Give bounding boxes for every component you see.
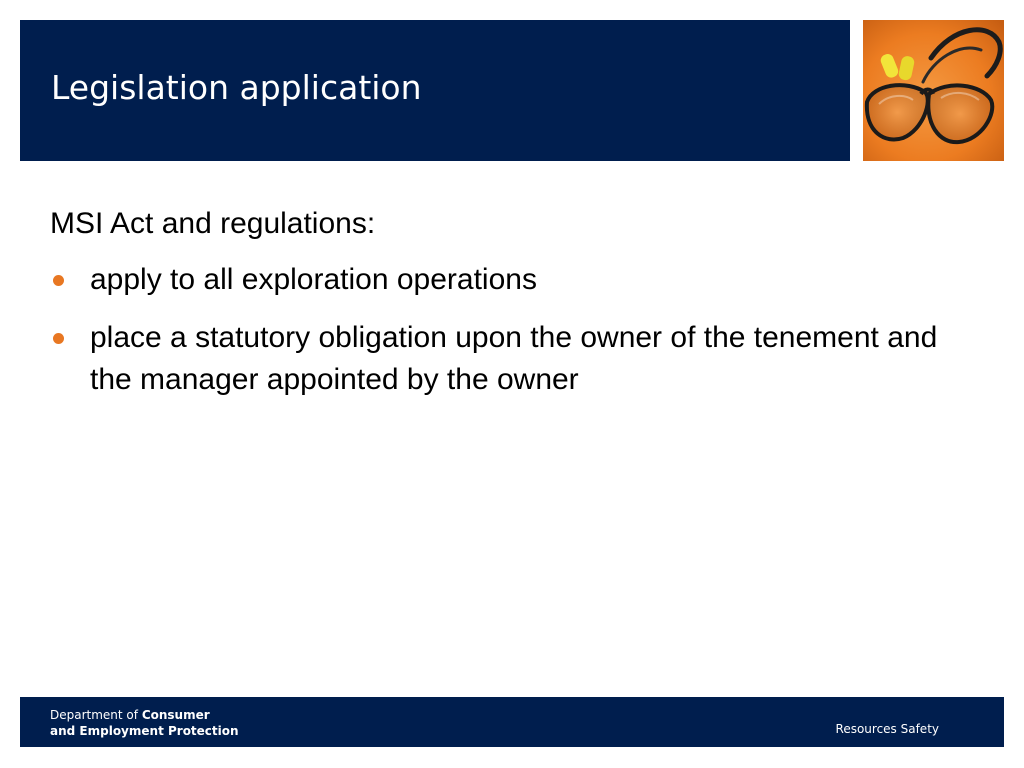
footer-tagline: Resources Safety [835, 722, 939, 736]
department-prefix: Department of [50, 708, 142, 722]
footer-bar [20, 697, 1004, 747]
department-name-bold-2: and Employment Protection [50, 724, 239, 738]
bullet-icon [53, 275, 64, 286]
department-name-bold-1: Consumer [141, 708, 210, 722]
safety-glasses-earplugs-photo [863, 20, 1004, 161]
department-name [50, 707, 239, 739]
bullet-text: apply to all exploration operations [90, 263, 537, 296]
intro-text: MSI Act and regulations: [50, 207, 376, 240]
slide-title: Legislation application [51, 68, 422, 107]
bullet-item [50, 317, 950, 401]
slide-body [50, 203, 950, 417]
bullet-item [50, 259, 950, 301]
bullet-text: place a statutory obligation upon the owner of the tenement and the manager appointed by the owner [90, 321, 938, 396]
bullet-list [50, 259, 950, 401]
bullet-icon [53, 333, 64, 344]
title-bar [20, 20, 850, 161]
